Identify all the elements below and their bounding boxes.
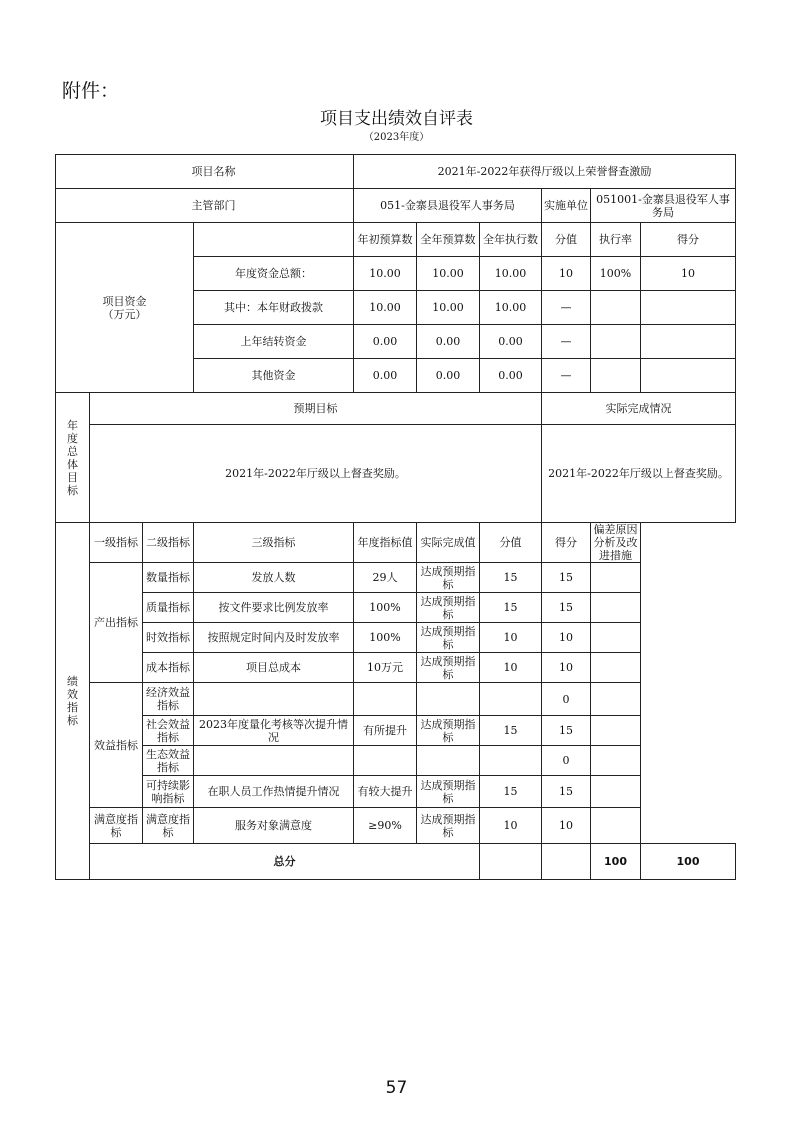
indicator-level2: 质量指标 <box>143 593 194 623</box>
page-number: 57 <box>385 1078 408 1098</box>
total-score: 100 <box>641 844 736 880</box>
indicator-row <box>56 716 736 746</box>
indicator-level2: 成本指标 <box>143 653 194 683</box>
funds-row-executed: 10.00 <box>480 257 542 291</box>
indicator-score-value: 15 <box>480 593 542 623</box>
indicator-actual: 达成预期指标 <box>417 716 480 746</box>
indicator-score: 15 <box>542 716 591 746</box>
indicator-level3: 在职人员工作热情提升情况 <box>194 776 354 808</box>
indicator-score-value <box>480 683 542 716</box>
indicator-level2: 可持续影响指标 <box>143 776 194 808</box>
indicator-actual: 达成预期指标 <box>417 593 480 623</box>
indicator-target <box>354 746 417 776</box>
indicator-target: 有所提升 <box>354 716 417 746</box>
funds-row-name: 上年结转资金 <box>194 325 354 359</box>
funds-row-name: 其中：本年财政拨款 <box>194 291 354 325</box>
indicator-level2: 数量指标 <box>143 563 194 593</box>
total-actual-blank <box>542 844 591 880</box>
indicator-score-value: 10 <box>480 653 542 683</box>
indicator-row <box>56 776 736 808</box>
indicator-score-value: 15 <box>480 776 542 808</box>
funds-row-exec-rate <box>591 291 641 325</box>
perf-header-actual: 实际完成值 <box>417 523 480 563</box>
indicator-level2: 社会效益指标 <box>143 716 194 746</box>
total-score-value: 100 <box>591 844 641 880</box>
indicator-row <box>56 593 736 623</box>
perf-header-analysis: 偏差原因分析及改进措施 <box>591 523 641 563</box>
funds-label: 项目资金 （万元） <box>56 223 194 393</box>
funds-row-score-value: 10 <box>542 257 591 291</box>
indicator-score-value: 10 <box>480 808 542 844</box>
funds-row-score-value: — <box>542 291 591 325</box>
funds-row-initial: 0.00 <box>354 325 417 359</box>
funds-header-full: 全年预算数 <box>417 223 480 257</box>
funds-row-exec-rate: 100% <box>591 257 641 291</box>
indicator-level2: 满意度指标 <box>143 808 194 844</box>
indicator-analysis <box>591 683 641 716</box>
project-name-label: 项目名称 <box>56 155 354 189</box>
level1-output: 产出指标 <box>90 563 143 683</box>
goals-actual-header: 实际完成情况 <box>542 393 736 425</box>
indicator-score: 0 <box>542 683 591 716</box>
indicator-actual: 达成预期指标 <box>417 563 480 593</box>
funds-header-executed: 全年执行数 <box>480 223 542 257</box>
funds-row-exec-rate <box>591 325 641 359</box>
indicator-score-value: 15 <box>480 563 542 593</box>
indicator-target: 100% <box>354 623 417 653</box>
indicator-actual: 达成预期指标 <box>417 808 480 844</box>
indicator-row <box>56 808 736 844</box>
indicator-level2: 时效指标 <box>143 623 194 653</box>
perf-header-level2: 二级指标 <box>143 523 194 563</box>
indicator-actual: 达成预期指标 <box>417 776 480 808</box>
funds-header-score-value: 分值 <box>542 223 591 257</box>
impl-unit-value: 051001-金寨县退役军人事务局 <box>591 189 736 223</box>
indicator-level3: 服务对象满意度 <box>194 808 354 844</box>
level1-satisfaction: 满意度指标 <box>90 808 143 844</box>
indicator-score: 0 <box>542 746 591 776</box>
indicator-level3: 按文件要求比例发放率 <box>194 593 354 623</box>
funds-row-initial: 0.00 <box>354 359 417 393</box>
goals-label: 年 度 总 体 目 标 <box>56 393 90 523</box>
indicator-actual <box>417 746 480 776</box>
perf-header-score: 得分 <box>542 523 591 563</box>
indicator-analysis <box>591 776 641 808</box>
indicator-target: 100% <box>354 593 417 623</box>
performance-label: 绩 效 指 标 <box>56 523 90 880</box>
indicator-level3: 项目总成本 <box>194 653 354 683</box>
total-row <box>56 844 736 880</box>
goals-actual: 2021年-2022年厅级以上督查奖励。 <box>542 425 736 523</box>
indicator-target: 有较大提升 <box>354 776 417 808</box>
project-name-value: 2021年-2022年获得厅级以上荣誉督查激励 <box>354 155 736 189</box>
funds-row-score-value: — <box>542 359 591 393</box>
indicator-row <box>56 563 736 593</box>
funds-row-score-value: — <box>542 325 591 359</box>
dept-label: 主管部门 <box>56 189 354 223</box>
funds-row-executed: 0.00 <box>480 359 542 393</box>
indicator-actual <box>417 683 480 716</box>
funds-header-initial: 年初预算数 <box>354 223 417 257</box>
indicator-analysis <box>591 716 641 746</box>
indicator-score-value: 15 <box>480 716 542 746</box>
indicator-score-value: 10 <box>480 623 542 653</box>
impl-unit-label: 实施单位 <box>542 189 591 223</box>
perf-header-level1: 一级指标 <box>90 523 143 563</box>
indicator-target: 10万元 <box>354 653 417 683</box>
form-title: 项目支出绩效自评表 <box>320 109 473 129</box>
funds-row-full: 10.00 <box>417 257 480 291</box>
funds-header-exec-rate: 执行率 <box>591 223 641 257</box>
indicator-target <box>354 683 417 716</box>
funds-row-score <box>641 325 736 359</box>
indicator-row <box>56 653 736 683</box>
funds-header-score: 得分 <box>641 223 736 257</box>
funds-row-full: 0.00 <box>417 359 480 393</box>
funds-row-score: 10 <box>641 257 736 291</box>
indicator-row <box>56 683 736 716</box>
perf-header-level3: 三级指标 <box>194 523 354 563</box>
funds-row-full: 0.00 <box>417 325 480 359</box>
funds-row-score <box>641 291 736 325</box>
perf-header-target: 年度指标值 <box>354 523 417 563</box>
indicator-score: 15 <box>542 563 591 593</box>
indicator-level2: 经济效益指标 <box>143 683 194 716</box>
evaluation-table <box>55 154 736 880</box>
perf-header-score-value: 分值 <box>480 523 542 563</box>
dept-value: 051-金寨县退役军人事务局 <box>354 189 542 223</box>
funds-row-initial: 10.00 <box>354 257 417 291</box>
attachment-label: 附件： <box>62 80 120 102</box>
indicator-score: 10 <box>542 623 591 653</box>
indicator-score: 15 <box>542 593 591 623</box>
funds-row-full: 10.00 <box>417 291 480 325</box>
total-label: 总分 <box>90 844 480 880</box>
indicator-row <box>56 746 736 776</box>
funds-row-name: 年度资金总额： <box>194 257 354 291</box>
indicator-row <box>56 623 736 653</box>
indicator-score-value <box>480 746 542 776</box>
funds-row-executed: 10.00 <box>480 291 542 325</box>
funds-row-initial: 10.00 <box>354 291 417 325</box>
funds-row-score <box>641 359 736 393</box>
indicator-level3: 按照规定时间内及时发放率 <box>194 623 354 653</box>
funds-row-name: 其他资金 <box>194 359 354 393</box>
indicator-actual: 达成预期指标 <box>417 653 480 683</box>
indicator-level3: 发放人数 <box>194 563 354 593</box>
indicator-analysis <box>591 563 641 593</box>
indicator-analysis <box>591 746 641 776</box>
goals-expected-header: 预期目标 <box>90 393 542 425</box>
indicator-level2: 生态效益指标 <box>143 746 194 776</box>
indicator-analysis <box>591 623 641 653</box>
funds-row-exec-rate <box>591 359 641 393</box>
indicator-target: ≥90% <box>354 808 417 844</box>
indicator-analysis <box>591 808 641 844</box>
indicator-level3 <box>194 746 354 776</box>
indicator-score: 10 <box>542 808 591 844</box>
funds-header-blank <box>194 223 354 257</box>
indicator-analysis <box>591 593 641 623</box>
total-target-blank <box>480 844 542 880</box>
indicator-target: 29人 <box>354 563 417 593</box>
indicator-analysis <box>591 653 641 683</box>
level1-benefit: 效益指标 <box>90 683 143 808</box>
goals-expected: 2021年-2022年厅级以上督查奖励。 <box>90 425 542 523</box>
indicator-actual: 达成预期指标 <box>417 623 480 653</box>
indicator-score: 10 <box>542 653 591 683</box>
form-subtitle: （2023年度） <box>363 132 430 143</box>
indicator-level3 <box>194 683 354 716</box>
indicator-level3: 2023年度量化考核等次提升情况 <box>194 716 354 746</box>
indicator-score: 15 <box>542 776 591 808</box>
funds-row-executed: 0.00 <box>480 325 542 359</box>
